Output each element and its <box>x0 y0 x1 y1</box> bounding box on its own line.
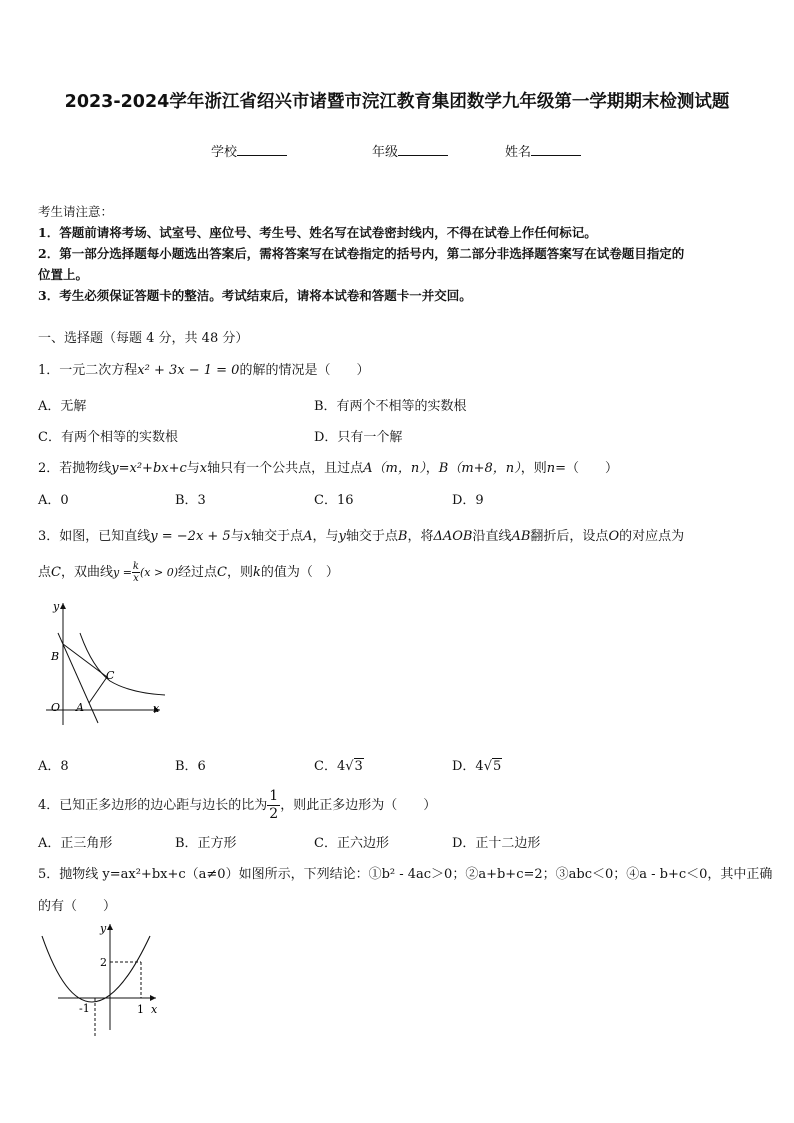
q1-prefix: 1．一元二次方程 <box>38 363 138 378</box>
q3-figure <box>40 595 180 725</box>
q3-t4: ，与 <box>312 529 339 544</box>
q3-t5: 轴交于点 <box>345 529 398 544</box>
q3-option-d-text: D．4 <box>452 759 484 774</box>
q2-point-b: B（m+8，n） <box>438 461 521 476</box>
notice-item-2-cont: 位置上。 <box>38 267 89 282</box>
q3-fig-x-label: x <box>153 702 160 715</box>
q3-t3: 轴交于点 <box>251 529 304 544</box>
q3-c: C <box>51 565 61 580</box>
question-4 <box>38 788 436 823</box>
q3-option-c[interactable] <box>314 755 364 774</box>
question-1 <box>38 359 369 378</box>
q3-a: A <box>303 529 313 544</box>
grade-label: 年级 <box>372 145 399 160</box>
q2-option-d[interactable]: D．9 <box>452 493 484 508</box>
q3-frac-num: k <box>132 561 139 572</box>
q2-x: x <box>199 461 208 476</box>
question-3-line-2 <box>38 561 339 584</box>
q5-x-arrow <box>150 995 156 1001</box>
q3-triangle: ΔAOB <box>433 529 473 544</box>
q5-parabola <box>42 936 150 1002</box>
q3-frac-den: x <box>133 573 139 584</box>
q3-option-c-radicand: 3 <box>354 759 363 774</box>
q1-equation: x² + 3x − 1 = 0 <box>137 363 240 378</box>
q2-option-c[interactable]: C．16 <box>314 493 354 508</box>
q4-frac-num: 1 <box>269 788 279 804</box>
q4-frac-den: 2 <box>269 806 279 822</box>
q3-fig-c-label: C <box>106 669 115 682</box>
q4-option-d[interactable]: D．正十二边形 <box>452 836 541 851</box>
q3-t13: ，则 <box>226 565 253 580</box>
school-label: 学校 <box>211 145 238 160</box>
q3-fraction <box>132 561 140 584</box>
q3-option-a[interactable]: A．8 <box>38 759 69 774</box>
q2-n: n <box>546 461 556 476</box>
q4-option-b[interactable]: B．正方形 <box>175 836 237 851</box>
q3-t6: ，将 <box>407 529 434 544</box>
q2-comma: ， <box>425 461 439 476</box>
grade-blank[interactable] <box>398 143 448 156</box>
notice-item-3: 3．考生必须保证答题卡的整洁。考试结束后，请将本试卷和答题卡一并交回。 <box>38 288 472 303</box>
notice-heading: 考生请注意： <box>38 204 114 219</box>
q5-figure <box>38 918 168 1036</box>
q3-t8: 翻折后，设点 <box>530 529 609 544</box>
q3-y-arrow <box>60 603 66 609</box>
q3-fig-y-label: y <box>53 600 60 613</box>
exam-notice <box>38 201 760 306</box>
q3-fig-o-label: O <box>51 701 61 714</box>
q3-ab: AB <box>511 529 531 544</box>
q3-condition: (x > 0) <box>139 566 178 579</box>
q3-option-c-text: C．4 <box>314 759 346 774</box>
q5-fig-2-label: 2 <box>100 956 107 969</box>
q1-option-c[interactable]: C．有两个相等的实数根 <box>38 430 178 445</box>
q4-option-c[interactable]: C．正六边形 <box>314 836 389 851</box>
question-3-line-1 <box>38 525 684 544</box>
q3-t1: 3．如图，已知直线 <box>38 529 151 544</box>
q1-option-b[interactable]: B．有两个不相等的实数根 <box>314 399 467 414</box>
q3-hyperbola-y: y = <box>112 566 132 579</box>
q3-t2: 与 <box>230 529 244 544</box>
q4-fraction <box>267 788 280 823</box>
q2-prefix: 2．若抛物线 <box>38 461 112 476</box>
name-label: 姓名 <box>505 145 532 160</box>
q3-c2: C <box>217 565 227 580</box>
q3-equation: y = −2x + 5 <box>150 529 231 544</box>
q3-option-c-sqrt: √3 <box>345 759 363 774</box>
q5-fig-neg1-label: -1 <box>79 1002 90 1015</box>
section-heading: 一、选择题（每题 4 分，共 48 分） <box>38 331 249 346</box>
q5-y-arrow <box>107 924 113 930</box>
q2-text-3: ，则 <box>520 461 547 476</box>
q3-t9: 的对应点为 <box>619 529 685 544</box>
q3-segment-ca <box>89 677 107 703</box>
q3-option-d-radicand: 5 <box>493 759 502 774</box>
q3-t11: ，双曲线 <box>60 565 113 580</box>
q3-option-d[interactable] <box>452 755 502 774</box>
q4-option-a[interactable]: A．正三角形 <box>38 836 113 851</box>
exam-title: 2023-2024学年浙江省绍兴市诸暨市浣江教育集团数学九年级第一学期期末检测试题 <box>64 92 730 112</box>
q3-o: O <box>608 529 620 544</box>
q3-fig-b-label: B <box>51 650 60 663</box>
q2-point-a: A（m，n） <box>363 461 426 476</box>
question-5-line-1: 5．抛物线 y=ax²+bx+c（a≠0）如图所示，下列结论：①b² - 4ac＞0；②a+b+c=2；③abc＜0；④a - b+c＜0，其中正确 <box>38 867 773 882</box>
q5-fig-x-label: x <box>151 1003 158 1016</box>
q3-segment-bc <box>63 644 107 677</box>
q3-option-d-sqrt: √5 <box>483 759 502 774</box>
school-blank[interactable] <box>237 143 287 156</box>
q1-option-a[interactable]: A．无解 <box>38 399 87 414</box>
q1-suffix: 的解的情况是（ ） <box>239 363 370 378</box>
grade-field[interactable] <box>372 141 448 160</box>
q3-hyperbola <box>80 633 165 695</box>
q5-fig-y-label: y <box>100 922 107 935</box>
name-blank[interactable] <box>531 143 581 156</box>
q2-option-a[interactable]: A．0 <box>38 493 69 508</box>
q3-fig-a-label: A <box>76 701 84 714</box>
q2-text-1: 与 <box>186 461 200 476</box>
q4-prefix: 4．已知正多边形的边心距与边长的比为 <box>38 798 268 813</box>
q3-t14: 的值为（ ） <box>260 565 339 580</box>
q2-equation: y=x²+bx+c <box>111 461 187 476</box>
q4-suffix: ，则此正多边形为（ ） <box>280 798 437 813</box>
q3-t7: 沿直线 <box>472 529 512 544</box>
q3-y: y <box>338 529 346 544</box>
question-5-line-2: 的有（ ） <box>38 899 117 914</box>
q2-text-2: 轴只有一个公共点，且过点 <box>207 461 364 476</box>
q5-fig-1-label: 1 <box>137 1003 144 1016</box>
notice-item-1: 1．答题前请将考场、试室号、座位号、考生号、姓名写在试卷密封线内，不得在试卷上作任何标记。 <box>38 225 597 240</box>
question-2 <box>38 457 618 476</box>
notice-item-2: 2．第一部分选择题每小题选出答案后，需将答案写在试卷指定的括号内，第二部分非选择题答案写在试卷题目指定的 <box>38 246 685 261</box>
school-field[interactable] <box>211 141 287 160</box>
q3-b: B <box>397 529 408 544</box>
q3-t10: 点 <box>38 565 52 580</box>
q3-option-b[interactable]: B．6 <box>175 759 206 774</box>
q3-t12: 经过点 <box>177 565 217 580</box>
q3-k: k <box>252 565 261 580</box>
q1-option-d[interactable]: D．只有一个解 <box>314 430 403 445</box>
q2-option-b[interactable]: B．3 <box>175 493 206 508</box>
q2-suffix: =（ ） <box>555 461 618 476</box>
q3-x: x <box>243 529 252 544</box>
name-field[interactable] <box>505 141 581 160</box>
